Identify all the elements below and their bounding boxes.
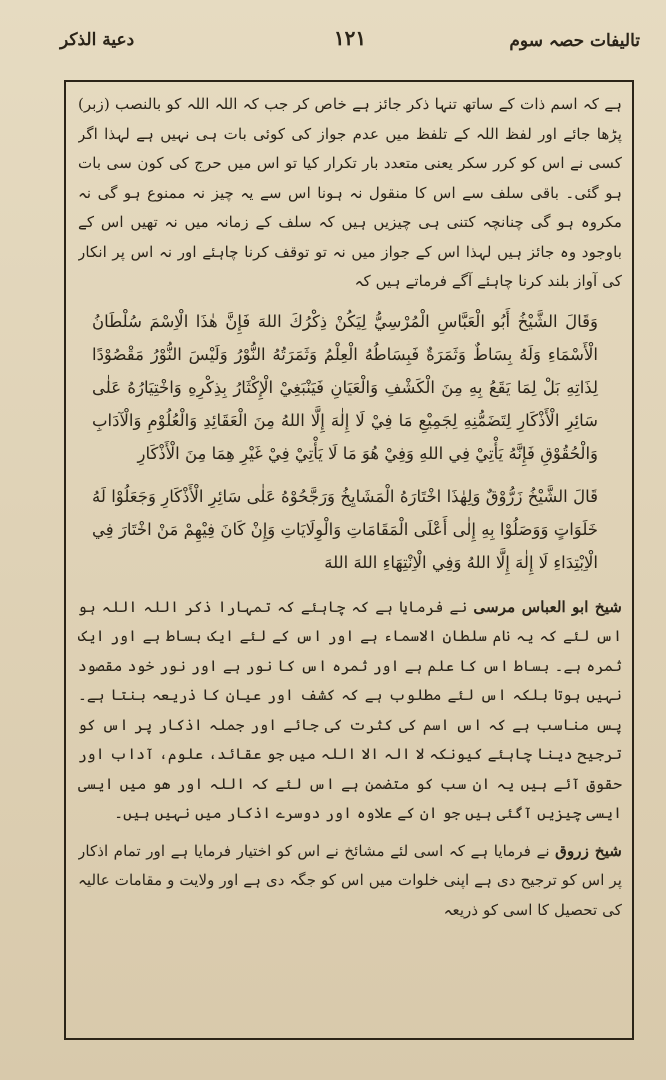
paragraph-2-body: نے فرمایا ہے کہ چاہئے کہ تمہارا ذکر اللہ اللہ ہو اس لئے کہ یہ نام سلطان الاسماء ہے اور اس کے لئے ایک بساط ہے اور ایک ثمرہ ہے۔ بساط اس کا علم ہے اور ثمرہ اس کا نور ہے اور نور خود مقصود نہیں ہوتا بلکہ اس لئے مطلوب ہے کہ کشف اور عیان کا ذریعہ بنتا ہے۔ پس مناسب ہے کہ اس اسم کی کثرت کی جائے اور جملہ اذکار پر اس کو ترجیح دینا چاہئے کیونکہ لا الہ الا اللہ میں جو عقائد، علوم، آداب اور حقوق آئے ہیں یہ ان سب کو متضمن ہے اس لئے کہ اللہ اور ھو میں ایسی ایسی چیزیں آگئی ہیں جو ان کے علاوہ اور دوسرے اذکار میں نہیں ہیں۔ (78, 597, 622, 822)
paragraph-1: ہے کہ اسم ذات کے ساتھ تنہا ذکر جائز ہے خاص کر جب کہ اللہ اللہ کو بالنصب (زبر) پڑھا جائے اور لفظ اللہ کے تلفظ میں عدم جواز کی کوئی بات ہی نہیں ہے لہذا اگر کسی نے اس کو کرر سکر یعنی متعدد بار تکرار کیا تو اس میں حرج کی کون سی بات ہو گئی۔ باقی سلف سے اس کا منقول نہ ہونا اس سے یہ چیز نہ ممنوع ہو گی نہ مکروہ ہو گی چنانچہ کتنی ہی چیزیں ہیں کہ سلف کے زمانہ میں نہ تھیں اس کے باوجود وہ جائز ہیں لہذا اس کے جواز میں نہ تو توقف کرنا چاہئے اور نہ اس پر انکار کی آواز بلند کرنا چاہئے آگے فرماتے ہیں کہ (78, 95, 622, 290)
book-part-title: تالیفات حصہ سوم (509, 31, 640, 51)
page-header (60, 26, 640, 66)
paragraph-2 (78, 593, 622, 829)
arabic-quote-zarruq: قَالَ الشَّيْخُ زَرُّوْقٌ وَلِهٰذَا اخْتَارَهُ الْمَشَايِخُ وَرَجَّحُوْهُ عَلٰى سَائِرِ الْأَذْكَارِ وَجَعَلُوْا لَهُ خَلَوَاتٍ وَوَصَلُوْا بِهِ إِلٰى أَعْلَى الْمَقَامَاتِ وَالْوِلَايَاتِ وَإِنْ كَانَ فِيْهِمْ مَنْ اخْتَارَ فِي الْاِبْتِدَاءِ لَا إِلٰهَ إِلَّا اللهُ وَفِي الْاِنْتِهَاءِ اللهَ اللهَ (92, 486, 598, 572)
page-number: ۱۲۱ (333, 26, 367, 50)
paragraph-2-lead: شیخ ابو العباس مرسی (473, 597, 622, 616)
paragraph-3-lead: شیخ زروق (555, 841, 622, 860)
paragraph-3-body: نے فرمایا ہے کہ اسی لئے مشائخ نے اس کو اختیار فرمایا ہے اور تمام اذکار پر اس کو ترجیح دی ہے اپنی خلوات میں اس کو جگہ دی ہے اور ولایت و مقامات عالیہ کی تحصیل کا اسی کو ذریعہ (78, 841, 622, 919)
arabic-quote-abu-abbas: وَقَالَ الشَّيْخُ أَبُو الْعَبَّاسِ الْمُرْسِيُّ لِيَكُنْ ذِكْرُكَ اللهَ فَإِنَّ هٰذَا الْاِسْمَ سُلْطَانُ الْأَسْمَاءِ وَلَهُ بِسَاطٌ وَثَمَرَةٌ فَبِسَاطُهُ الْعِلْمُ وَثَمَرَتُهُ النُّوْرُ وَلَيْسَ النُّوْرُ مَقْصُوْدًا لِذَاتِهِ بَلْ لِمَا يَقَعُ بِهِ مِنَ الْكَشْفِ وَالْعَيَانِ فَيَنْبَغِيْ الْإِكْثَارُ بِذِكْرِهِ وَاخْتِيَارُهُ عَلٰى سَائِرِ الْأَذْكَارِ لِتَضَمُّنِهِ لِجَمِيْعِ مَا فِيْ لَا إِلٰهَ إِلَّا اللهُ مِنَ الْعَقَائِدِ وَالْعُلُوْمِ وَالْآدَابِ وَالْحُقُوْقِ فَإِنَّهُ يَأْتِيْ فِي اللهِ وَفِيْ هُوَ مَا لَا يَأْتِيْ فِيْ غَيْرِ هِمَا مِنَ الْأَذْكَارِ (92, 311, 598, 463)
paragraph-3 (78, 837, 622, 926)
page-content (78, 90, 622, 1030)
chapter-title: دعیة الذکر (60, 30, 135, 50)
